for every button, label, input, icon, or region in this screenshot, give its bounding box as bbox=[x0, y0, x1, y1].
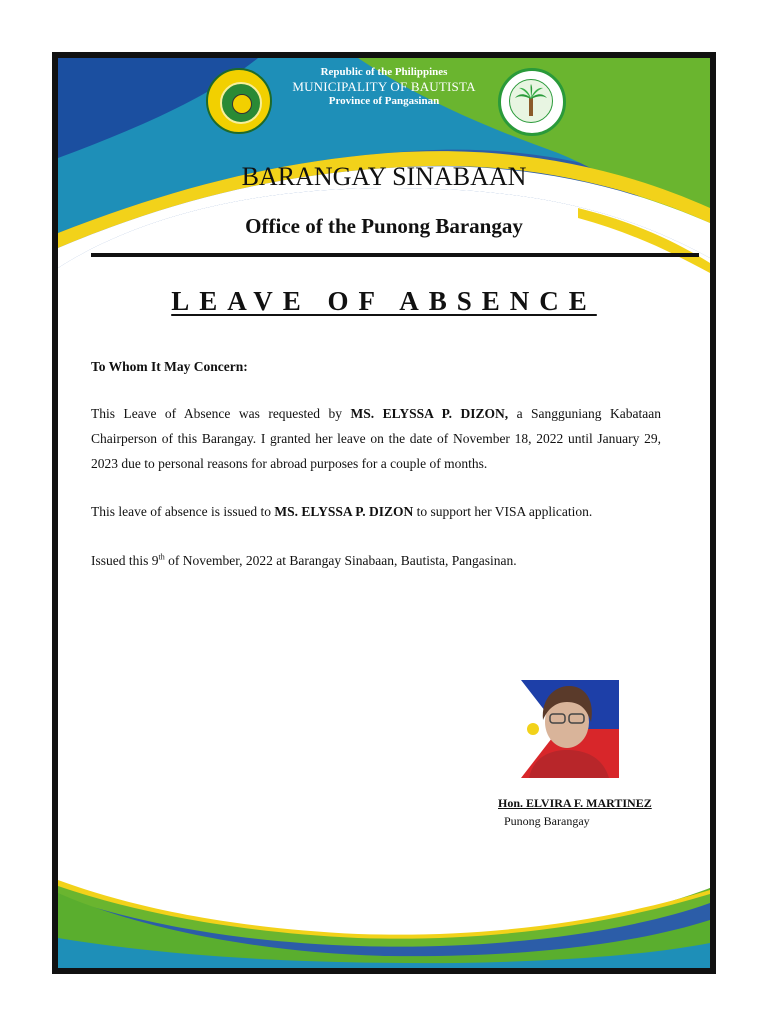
sinabaan-seal-logo bbox=[498, 68, 566, 136]
paragraph-request bbox=[91, 401, 661, 476]
header-province: Province of Pangasinan bbox=[328, 95, 440, 107]
p2-requester-name: MS. ELYSSA P. DIZON bbox=[274, 504, 414, 519]
header-divider bbox=[91, 253, 699, 257]
p1-text-a: This Leave of Absence was requested by bbox=[91, 406, 351, 421]
p1-requester-name: MS. ELYSSA P. DIZON, bbox=[350, 406, 509, 421]
p1-text-b: a Sangguniang Kabataan Chairperson of this Barangay. I granted her leave on the date of November 18, 2022 until January 29, 2023 due to personal reasons for abroad purposes for a couple of months. bbox=[91, 406, 661, 471]
signatory-title: Punong Barangay bbox=[504, 814, 590, 828]
office-title: Office of the Punong Barangay bbox=[245, 214, 523, 238]
p3-text-a: Issued this 9 bbox=[91, 553, 159, 568]
document-page bbox=[58, 58, 710, 968]
p2-text-b: to support her VISA application. bbox=[413, 504, 593, 519]
document-heading: LEAVE OF ABSENCE bbox=[171, 286, 597, 316]
signatory-name: Hon. ELVIRA F. MARTINEZ bbox=[498, 796, 652, 810]
p2-text-a: This leave of absence is issued to bbox=[91, 504, 275, 519]
barangay-title: BARANGAY SINABAAN bbox=[241, 162, 527, 191]
bautista-seal-logo bbox=[206, 68, 272, 134]
palm-tree-icon bbox=[510, 80, 552, 122]
paragraph-issued bbox=[91, 548, 661, 573]
salutation: To Whom It May Concern: bbox=[91, 359, 248, 374]
p3-ordinal: th bbox=[158, 552, 165, 562]
official-portrait-photo bbox=[521, 680, 619, 778]
header-municipality: MUNICIPALITY OF BAUTISTA bbox=[292, 79, 476, 94]
header-republic: Republic of the Philippines bbox=[320, 66, 448, 78]
paragraph-purpose bbox=[91, 499, 661, 524]
p3-text-b: of November, 2022 at Barangay Sinabaan, Bautista, Pangasinan. bbox=[164, 553, 517, 568]
